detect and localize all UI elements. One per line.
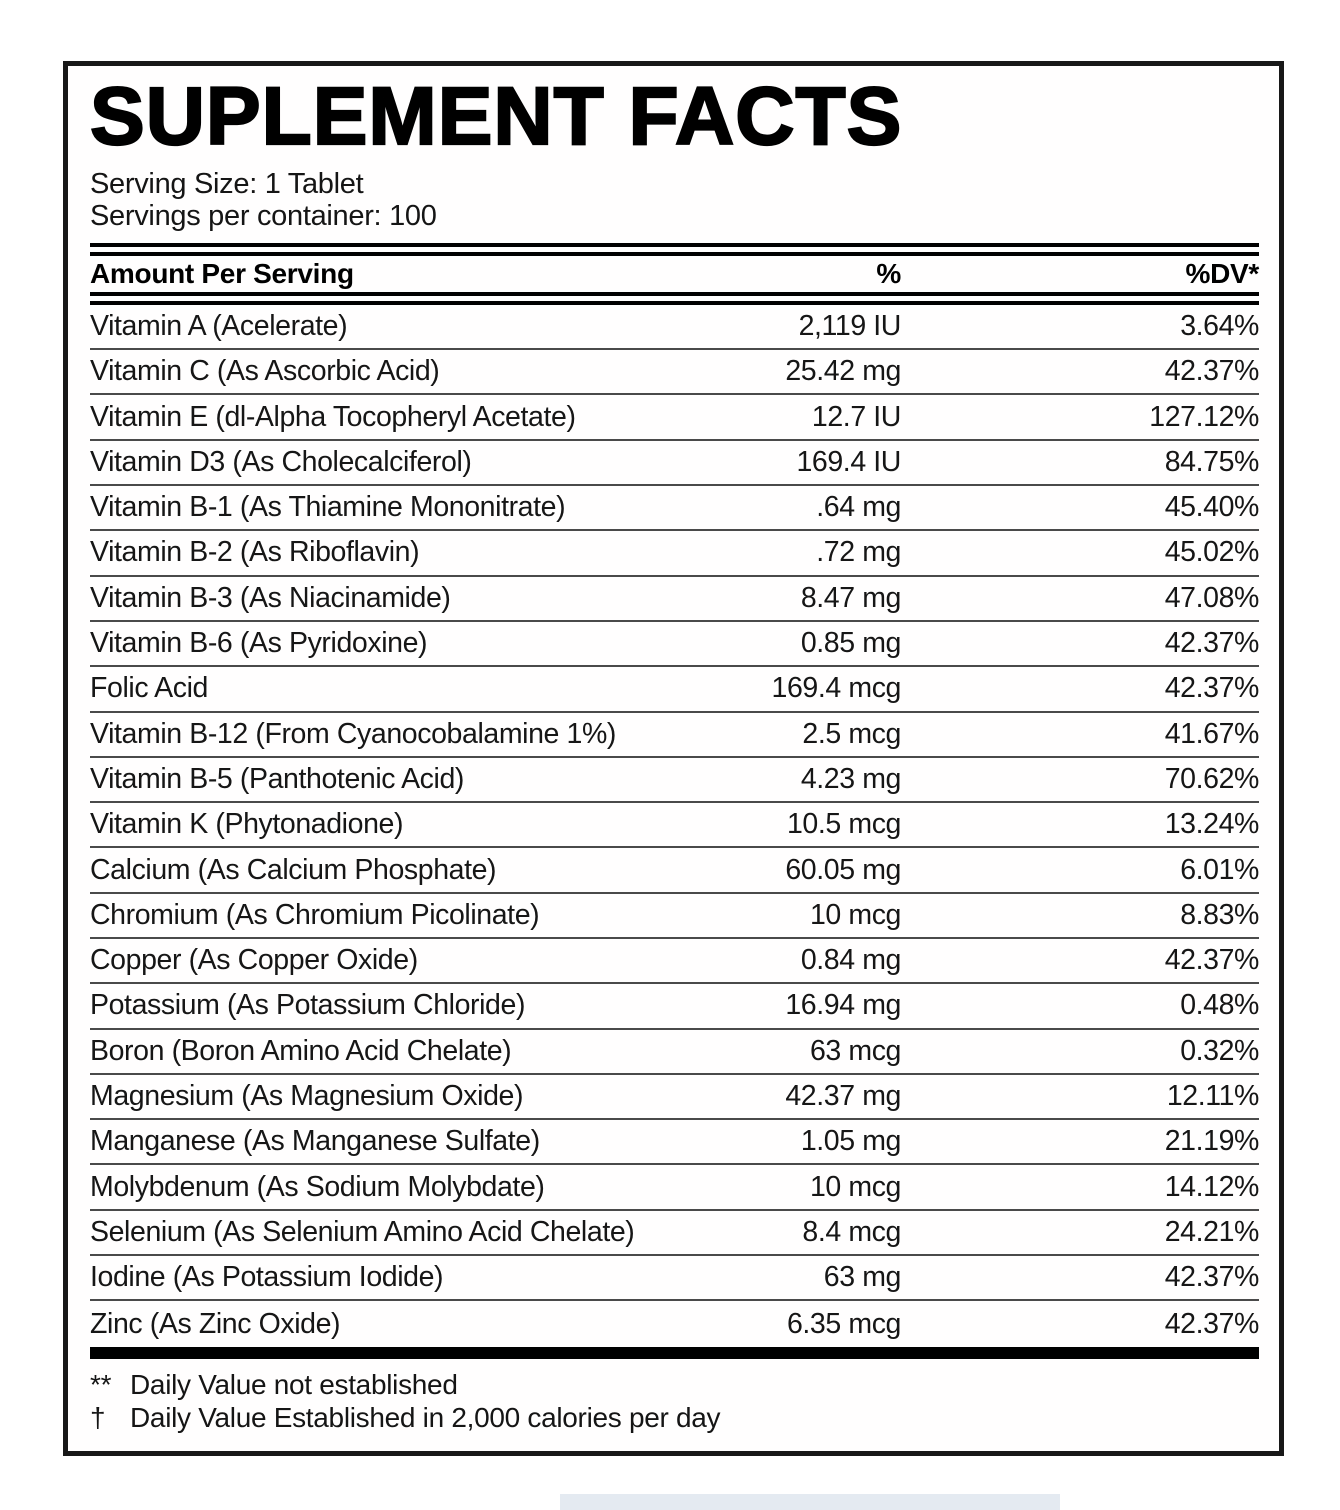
table-row — [90, 531, 1259, 576]
table-row — [90, 1211, 1259, 1256]
table-row — [90, 803, 1259, 848]
nutrient-name: Chromium (As Chromium Picolinate) — [90, 898, 540, 931]
nutrient-amount: .72 mg — [816, 536, 901, 569]
nutrient-amount: 42.37 mg — [785, 1080, 901, 1113]
nutrient-dv: 12.11% — [1166, 1080, 1259, 1113]
nutrient-name: Folic Acid — [90, 672, 208, 705]
nutrient-dv: 0.32% — [1180, 1034, 1259, 1067]
nutrient-amount: 16.94 mg — [785, 989, 901, 1022]
table-row — [90, 350, 1259, 395]
nutrient-dv: 42.37% — [1164, 672, 1259, 705]
nutrient-amount: 4.23 mg — [800, 762, 901, 795]
nutrient-dv: 42.37% — [1164, 355, 1259, 388]
nutrient-amount: 8.4 mcg — [802, 1215, 901, 1248]
nutrient-amount: 10.5 mcg — [786, 808, 901, 841]
nutrient-name: Calcium (As Calcium Phosphate) — [90, 853, 497, 886]
nutrient-amount: 169.4 mcg — [771, 672, 901, 705]
nutrient-amount: 63 mcg — [809, 1034, 901, 1067]
nutrient-name: Vitamin B-5 (Panthotenic Acid) — [90, 762, 465, 795]
nutrient-dv: 42.37% — [1164, 1307, 1259, 1340]
footnote-daily-value-not-established — [90, 1368, 1259, 1401]
nutrient-dv: 45.02% — [1164, 536, 1259, 569]
nutrient-dv: 70.62% — [1164, 762, 1259, 795]
nutrient-amount: 0.85 mg — [800, 627, 901, 660]
table-row — [90, 1165, 1259, 1210]
table-row — [90, 758, 1259, 803]
table-row — [90, 848, 1259, 893]
table-row — [90, 1120, 1259, 1165]
nutrient-amount: 10 mcg — [809, 898, 901, 931]
nutrient-name: Vitamin B-6 (As Pyridoxine) — [90, 627, 428, 660]
nutrient-name: Vitamin B-1 (As Thiamine Mononitrate) — [90, 491, 566, 524]
table-row — [90, 1030, 1259, 1075]
nutrient-rows — [90, 305, 1259, 1347]
servings-per-container: Servings per container: 100 — [90, 200, 437, 233]
nutrient-amount: 63 mg — [823, 1261, 901, 1294]
nutrient-name: Potassium (As Potassium Chloride) — [90, 989, 526, 1022]
divider-below-header — [90, 292, 1259, 305]
nutrient-amount: 6.35 mcg — [786, 1307, 901, 1340]
nutrient-dv: 127.12% — [1149, 400, 1259, 433]
table-row — [90, 486, 1259, 531]
divider-above-footnotes — [90, 1347, 1259, 1359]
table-row — [90, 667, 1259, 712]
footnote-symbol: ** — [90, 1368, 112, 1400]
nutrient-dv: 42.37% — [1164, 627, 1259, 660]
nutrient-name: Vitamin B-2 (As Riboflavin) — [90, 536, 420, 569]
nutrient-name: Selenium (As Selenium Amino Acid Chelate) — [90, 1215, 635, 1248]
nutrient-amount: 2,119 IU — [798, 309, 901, 342]
nutrient-name: Magnesium (As Magnesium Oxide) — [90, 1080, 524, 1113]
nutrient-amount: 25.42 mg — [785, 355, 901, 388]
nutrient-dv: 84.75% — [1164, 445, 1259, 478]
nutrient-name: Manganese (As Manganese Sulfate) — [90, 1125, 540, 1158]
nutrient-dv: 45.40% — [1164, 491, 1259, 524]
nutrient-dv: 42.37% — [1164, 1261, 1259, 1294]
nutrient-name: Boron (Boron Amino Acid Chelate) — [90, 1034, 512, 1067]
nutrient-name: Vitamin A (Acelerate) — [90, 309, 348, 342]
nutrient-name: Iodine (As Potassium Iodide) — [90, 1261, 444, 1294]
header-percent: % — [876, 257, 901, 289]
divider-above-header — [90, 243, 1259, 256]
table-row — [90, 1075, 1259, 1120]
nutrient-dv: 14.12% — [1164, 1170, 1259, 1203]
footnote-text: Daily Value not established — [130, 1368, 458, 1400]
nutrient-amount: 2.5 mcg — [802, 717, 901, 750]
nutrient-dv: 21.19% — [1164, 1125, 1259, 1158]
serving-info — [90, 168, 1259, 233]
nutrient-amount: .64 mg — [816, 491, 901, 524]
nutrient-dv: 41.67% — [1164, 717, 1259, 750]
label-title: SUPLEMENT FACTS — [90, 71, 903, 162]
nutrient-name: Copper (As Copper Oxide) — [90, 944, 418, 977]
bottom-artifact-bar — [560, 1494, 1060, 1510]
table-row — [90, 577, 1259, 622]
nutrient-name: Vitamin B-3 (As Niacinamide) — [90, 581, 451, 614]
nutrient-amount: 60.05 mg — [785, 853, 901, 886]
footnote-text: Daily Value Established in 2,000 calories per day — [130, 1401, 721, 1433]
nutrient-dv: 42.37% — [1164, 944, 1259, 977]
footnote-daily-value-established — [90, 1401, 1259, 1434]
nutrient-name: Molybdenum (As Sodium Molybdate) — [90, 1170, 545, 1203]
nutrient-name: Zinc (As Zinc Oxide) — [90, 1307, 341, 1340]
nutrient-amount: 12.7 IU — [811, 400, 901, 433]
header-percent-dv: %DV* — [1185, 257, 1259, 289]
table-row — [90, 395, 1259, 440]
nutrient-amount: 8.47 mg — [800, 581, 901, 614]
nutrient-amount: 0.84 mg — [800, 944, 901, 977]
table-row — [90, 984, 1259, 1029]
serving-size: Serving Size: 1 Tablet — [90, 167, 364, 200]
nutrient-dv: 6.01% — [1180, 853, 1259, 886]
footnote-symbol: † — [90, 1401, 106, 1433]
nutrient-dv: 8.83% — [1180, 898, 1259, 931]
table-header-row — [90, 256, 1259, 292]
table-row — [90, 894, 1259, 939]
nutrient-dv: 0.48% — [1180, 989, 1259, 1022]
supplement-facts-label — [63, 61, 1284, 1456]
nutrient-name: Vitamin B-12 (From Cyanocobalamine 1%) — [90, 717, 616, 750]
table-row — [90, 713, 1259, 758]
table-row — [90, 441, 1259, 486]
nutrient-dv: 24.21% — [1164, 1215, 1259, 1248]
table-row — [90, 622, 1259, 667]
nutrient-dv: 3.64% — [1180, 309, 1259, 342]
table-row — [90, 1301, 1259, 1346]
footnotes — [90, 1368, 1259, 1434]
nutrient-amount: 169.4 IU — [796, 445, 901, 478]
table-row — [90, 305, 1259, 350]
nutrient-amount: 10 mcg — [809, 1170, 901, 1203]
nutrient-dv: 13.24% — [1164, 808, 1259, 841]
nutrient-amount: 1.05 mg — [800, 1125, 901, 1158]
table-row — [90, 1256, 1259, 1301]
nutrient-name: Vitamin E (dl-Alpha Tocopheryl Acetate) — [90, 400, 576, 433]
header-amount-per-serving: Amount Per Serving — [90, 257, 354, 289]
table-row — [90, 939, 1259, 984]
nutrient-name: Vitamin K (Phytonadione) — [90, 808, 404, 841]
nutrient-dv: 47.08% — [1164, 581, 1259, 614]
nutrient-name: Vitamin D3 (As Cholecalciferol) — [90, 445, 472, 478]
nutrient-name: Vitamin C (As Ascorbic Acid) — [90, 355, 440, 388]
